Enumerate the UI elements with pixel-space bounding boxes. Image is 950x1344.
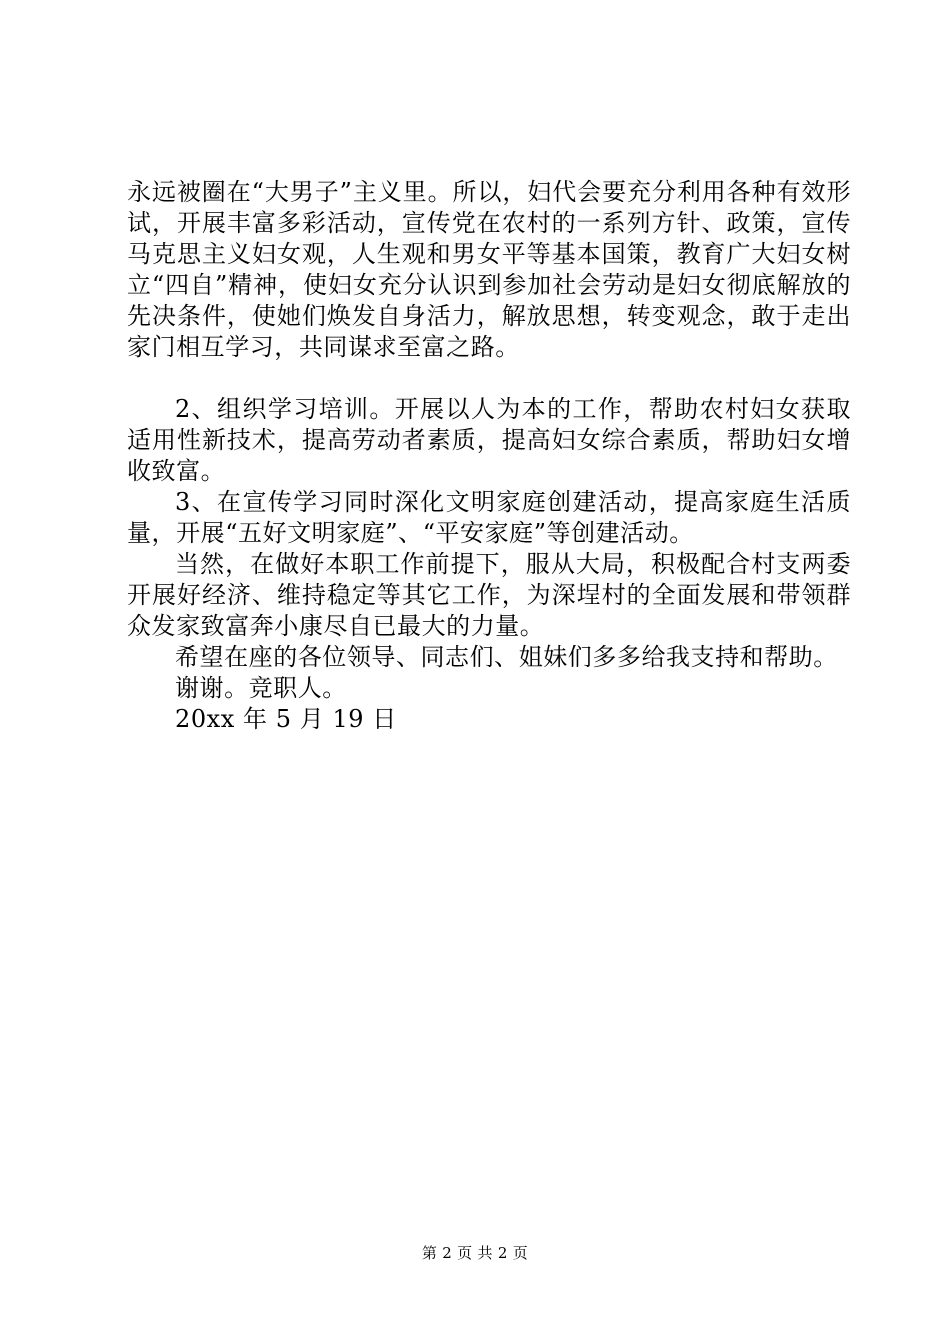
document-body <box>127 177 851 735</box>
paragraph-continued: 永远被圈在“大男子”主义里。所以，妇代会要充分利用各种有效形试，开展丰富多彩活动，宣传党在农村的一系列方针、政策，宣传马克思主义妇女观，人生观和男女平等基本国策，教育广大妇女树立“四自”精神，使妇女充分认识到参加社会劳动是妇女彻底解放的先决条件，使她们焕发自身活力，解放思想，转变观念，敢于走出家门相互学习，共同谋求至富之路。 <box>127 178 851 361</box>
paragraph-commitment: 当然，在做好本职工作前提下，服从大局，积极配合村支两委开展好经济、维持稳定等其它工作，为深埕村的全面发展和带领群众发家致富奔小康尽自已最大的力量。 <box>127 550 851 640</box>
document-date: 20xx 年 5 月 19 日 <box>175 705 397 733</box>
paragraph-item-2: 2、组织学习培训。开展以人为本的工作，帮助农村妇女获取适用性新技术，提高劳动者素质，提高妇女综合素质，帮助妇女增收致富。 <box>127 395 851 485</box>
page-footer: 第 2 页 共 2 页 <box>421 1244 529 1262</box>
paragraph-hope: 希望在座的各位领导、同志们、姐妹们多多给我支持和帮助。 <box>175 643 838 671</box>
paragraph-spacer <box>127 363 851 394</box>
paragraph-item-3: 3、在宣传学习同时深化文明家庭创建活动，提高家庭生活质量，开展“五好文明家庭”、“平安家庭”等创建活动。 <box>127 488 851 547</box>
paragraph-thanks: 谢谢。竞职人。 <box>175 674 347 702</box>
